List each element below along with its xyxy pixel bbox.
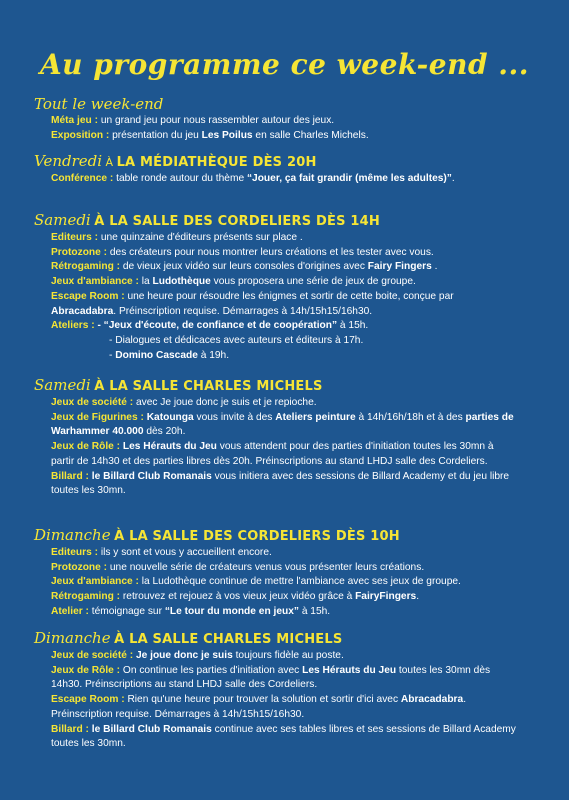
- section-saturday-charles-michels: [0, 376, 569, 499]
- section-friday: [0, 152, 569, 187]
- item-label: Rétrogaming :: [51, 591, 121, 603]
- day-label: Vendredi: [34, 152, 103, 170]
- item-text: toutes les 30mn dès 14h30. Préinscriptions au stand LHDJ salle des Cordeliers.: [51, 664, 491, 691]
- item-text: On continue les parties d'initiation avec: [120, 664, 303, 676]
- item-text: des créateurs pour nous montrer leurs créations et les tester avec vous.: [107, 246, 434, 258]
- program-subitem: - Dialogues et dédicaces avec auteurs et éditeurs à 17h.: [109, 334, 364, 346]
- item-highlight: Domino Cascade: [115, 349, 198, 361]
- item-text: -: [94, 320, 104, 332]
- program-item: [51, 575, 517, 590]
- item-highlight: Ateliers peinture: [275, 411, 356, 423]
- item-label: Atelier :: [51, 605, 89, 617]
- item-text: vous invite à des: [193, 411, 276, 423]
- item-highlight: Les Poilus: [201, 129, 253, 141]
- item-highlight: Ludothèque: [152, 276, 211, 288]
- item-text: . Préinscription requise. Démarrages à 14h/15h15/16h30.: [113, 305, 373, 317]
- section-heading: [0, 526, 569, 546]
- item-text: vous proposera une série de jeux de groupe.: [210, 276, 416, 288]
- item-text: avec Je joue donc je suis et je repioche.: [133, 397, 317, 408]
- item-highlight: Les Hérauts du Jeu: [122, 441, 217, 453]
- item-text: table ronde autour du thème: [113, 173, 247, 184]
- section-items: [51, 649, 517, 752]
- section-items: [51, 172, 517, 187]
- program-item: [51, 470, 517, 499]
- section-heading: [0, 211, 569, 231]
- item-highlight: le Billard Club Romanais: [91, 470, 212, 482]
- item-text: présentation du jeu: [109, 129, 202, 141]
- section-sunday-charles-michels: [0, 629, 569, 752]
- item-label: Editeurs :: [51, 547, 98, 558]
- section-heading: [0, 95, 569, 114]
- day-label: Tout le week-end: [34, 95, 164, 113]
- item-label: Billard :: [51, 470, 89, 482]
- program-item: [51, 693, 517, 722]
- program-item: [51, 546, 517, 561]
- section-items: [51, 396, 517, 499]
- item-highlight: Katounga: [146, 411, 194, 423]
- section-heading: [0, 376, 569, 396]
- item-text: vous attendent pour des parties d'initiation toutes les 30mn à partir de 14h30 et des parties libres dès 20h. Préinscriptions au stand LHDJ salle des Cordeliers.: [51, 441, 494, 467]
- program-item: [51, 290, 517, 319]
- section-sunday-cordeliers: [0, 526, 569, 620]
- venue-label: À LA SALLE CHARLES MICHELS: [94, 379, 323, 394]
- item-label: Jeux de Figurines :: [51, 411, 144, 423]
- item-label: Conférence :: [51, 173, 114, 184]
- program-item: [51, 561, 517, 576]
- item-text: vous initiera avec des sessions de Billard Academy et du jeu libre toutes les 30mn.: [51, 470, 510, 497]
- item-highlight: Les Hérauts du Jeu: [302, 664, 397, 676]
- item-text: en salle Charles Michels.: [252, 129, 369, 141]
- item-highlight: Abracadabra: [400, 694, 464, 706]
- item-label: Escape Room :: [51, 694, 125, 706]
- item-label: Jeux d'ambiance :: [51, 276, 139, 288]
- item-highlight: Abracadabra: [51, 305, 114, 317]
- connector: À: [102, 156, 117, 169]
- item-text: .: [451, 173, 455, 184]
- program-item: [51, 649, 517, 664]
- section-items: [51, 231, 517, 363]
- item-highlight: “Jouer, ça fait grandir (même les adultes)”: [246, 173, 452, 184]
- venue-label: LA MÉDIATHÈQUE DÈS 20H: [116, 155, 317, 170]
- item-highlight: “Jeux d'écoute, de confiance et de coopération”: [103, 320, 338, 332]
- item-label: Jeux de Rôle :: [51, 664, 121, 676]
- section-heading: [0, 152, 569, 172]
- item-label: Billard :: [51, 723, 89, 735]
- item-text: à 14h/16h/18h et à des: [355, 411, 466, 423]
- program-subitem: [51, 349, 517, 364]
- item-text: la: [138, 276, 153, 288]
- item-label: Jeux d'ambiance :: [51, 576, 139, 588]
- venue-label: À LA SALLE CHARLES MICHELS: [114, 632, 343, 647]
- program-item: [51, 319, 517, 334]
- item-label: Protozone :: [51, 561, 108, 573]
- item-highlight: “Le tour du monde en jeux”: [164, 605, 299, 617]
- program-item: [51, 396, 517, 411]
- item-text: une quinzaine d'éditeurs présents sur place .: [97, 232, 303, 243]
- item-text: la Ludothèque continue de mettre l'ambiance avec ses jeux de groupe.: [138, 576, 461, 588]
- program-item: [51, 664, 517, 693]
- section-items: [51, 114, 517, 143]
- program-item: [51, 275, 517, 290]
- program-item: [51, 605, 517, 620]
- program-item: [51, 129, 517, 144]
- day-label: Samedi: [34, 211, 91, 229]
- item-text: à 15h.: [337, 320, 369, 332]
- program-item: [51, 260, 517, 275]
- item-highlight: Je joue donc je suis: [135, 650, 233, 661]
- item-text: continue avec ses tables libres et ses sessions de Billard Academy toutes les 30mn.: [51, 723, 516, 750]
- section-saturday-cordeliers: [0, 211, 569, 363]
- program-item: [51, 723, 517, 752]
- program-item: [51, 440, 517, 469]
- day-label: Dimanche: [34, 526, 111, 544]
- item-text: retrouvez et rejouez à vos vieux jeux vidéo grâce à: [120, 591, 356, 603]
- item-text: un grand jeu pour nous rassembler autour des jeux.: [97, 115, 335, 126]
- program-item: [51, 231, 517, 246]
- program-item: [51, 114, 517, 129]
- item-text: .: [431, 261, 438, 273]
- item-text: -: [109, 349, 116, 361]
- item-text: à 19h.: [197, 349, 230, 361]
- item-highlight: le Billard Club Romanais: [91, 723, 212, 735]
- item-text: témoignage sur: [88, 605, 165, 617]
- item-highlight: FairyFingers: [355, 591, 417, 603]
- section-heading: [0, 629, 569, 649]
- item-label: Rétrogaming :: [51, 261, 121, 273]
- item-label: Jeux de société :: [51, 397, 134, 408]
- item-text: toujours fidèle au poste.: [232, 650, 344, 661]
- item-text: ils y sont et vous y accueillent encore.: [97, 547, 272, 558]
- item-text: de vieux jeux vidéo sur leurs consoles d'origines avec: [120, 261, 368, 273]
- item-label: Escape Room :: [51, 290, 125, 302]
- item-label: Ateliers :: [51, 320, 95, 332]
- item-label: Jeux de Rôle :: [51, 441, 121, 453]
- item-text: une nouvelle série de créateurs venus vous présenter leurs créations.: [107, 561, 425, 573]
- section-all-weekend: [0, 95, 569, 143]
- item-label: Méta jeu :: [51, 115, 98, 126]
- item-label: Exposition :: [51, 129, 110, 141]
- item-text: .: [416, 591, 420, 603]
- item-text: Rien qu'une heure pour trouver la solution et sortir d'ici avec: [124, 694, 401, 706]
- item-text: dès 20h.: [143, 426, 186, 438]
- item-highlight: parties de Warhammer 40.000: [51, 411, 514, 438]
- day-label: Dimanche: [34, 629, 111, 647]
- venue-label: À LA SALLE DES CORDELIERS DÈS 10H: [114, 529, 400, 544]
- item-text: à 15h.: [298, 605, 331, 617]
- section-items: [51, 546, 517, 620]
- item-label: Editeurs :: [51, 232, 98, 243]
- page-title: Au programme ce week-end ...: [39, 48, 530, 81]
- item-highlight: Fairy Fingers: [367, 261, 432, 273]
- program-item: [51, 411, 517, 440]
- item-text: . Préinscription requise. Démarrages à 14h/15h15/16h30.: [51, 694, 467, 720]
- program-item: [51, 172, 517, 187]
- item-text: une heure pour résoudre les énigmes et sortir de cette boite, conçue par: [124, 290, 454, 302]
- item-label: Jeux de société :: [51, 650, 134, 661]
- item-label: Protozone :: [51, 246, 108, 258]
- program-item: [51, 246, 517, 261]
- venue-label: À LA SALLE DES CORDELIERS DÈS 14H: [94, 214, 380, 229]
- day-label: Samedi: [34, 376, 91, 394]
- program-item: [51, 590, 517, 605]
